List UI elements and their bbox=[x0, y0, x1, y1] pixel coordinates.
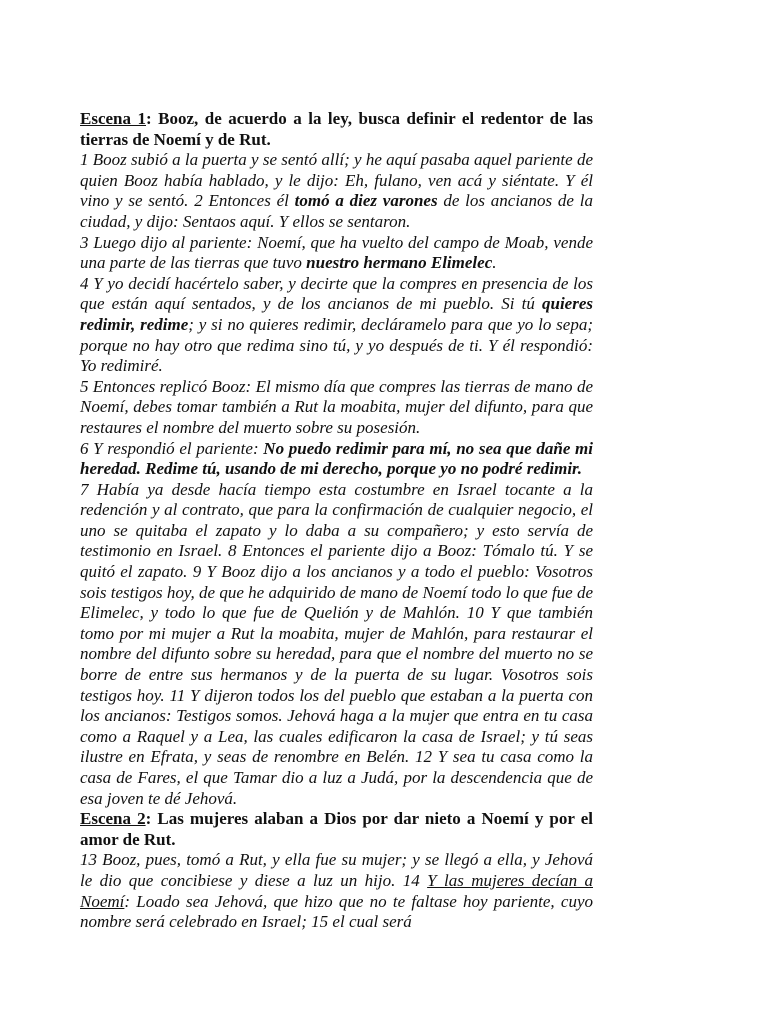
verse-paragraph bbox=[80, 150, 593, 232]
scene-1-title: : Booz, de acuerdo a la ley, busca definir el redentor de las tierras de Noemí y de Rut. bbox=[80, 109, 593, 149]
verse-paragraph bbox=[80, 480, 593, 810]
verse-emphasis: nuestro hermano Elimelec bbox=[306, 253, 493, 273]
verse-text: 7 Había ya desde hacía tiempo esta costumbre en Israel tocante a la redención y al contrato, que para la confirmación de cualquier negocio, el uno se quitaba el zapato y lo daba a su compañero; y esto servía de testimonio en Israel. 8 Entonces el pariente dijo a Booz: Tómalo tú. Y se quitó el zapato. 9 Y Booz dijo a los ancianos y a todo el pueblo: Vosotros sois testigos hoy, de que he adquirido de mano de Noemí todo lo que fue de Elimelec, y todo lo que fue de Quelión y de Mahlón. 10 Y que también tomo por mi mujer a Rut la moabita, mujer de Mahlón, para restaurar el nombre del difunto sobre su heredad, para que el nombre del muerto no se borre de entre sus hermanos y de la puerta de su lugar. Vosotros sois testigos hoy. 11 Y dijeron todos los del pueblo que estaban a la puerta con los ancianos: Testigos somos. Jehová haga a la mujer que entra en tu casa como a Raquel y a Lea, las cuales edificaron la casa de Israel; y tú seas ilustre en Efrata, y seas de renombre en Belén. 12 Y sea tu casa como la casa de Fares, el que Tamar dio a luz a Judá, por la descendencia que de esa joven te dé Jehová. bbox=[80, 479, 593, 808]
verse-paragraph bbox=[80, 850, 593, 932]
scene-2-label: Escena 2 bbox=[80, 809, 146, 829]
verse-text: de los ancianos de la ciudad, y dijo: Sentaos aquí. Y ellos se sentaron. bbox=[80, 191, 593, 231]
verse-text: 1 Booz subió a la puerta y se sentó allí; y he aquí pasaba aquel pariente de quien Booz había hablado, y le dijo: Eh, fulano, ven acá y siéntate. Y él vino y se sentó. 2 Entonces él bbox=[80, 150, 593, 211]
scene-2-heading bbox=[80, 809, 593, 850]
scene-1-heading bbox=[80, 109, 593, 150]
verse-emphasis: No puedo redimir para mí, no sea que dañe mi heredad. Redime tú, usando de mi derecho, porque yo no podré redimir. bbox=[80, 438, 593, 479]
verse-underlined: Y las mujeres decían a Noemí bbox=[80, 870, 593, 911]
scene-1-verses bbox=[80, 150, 593, 809]
scene-2-verses bbox=[80, 850, 593, 932]
verse-paragraph bbox=[80, 233, 593, 274]
verse-text: 13 Booz, pues, tomó a Rut, y ella fue su mujer; y se llegó a ella, y Jehová le dio que concibiese y diese a luz un hijo. 14 bbox=[80, 850, 593, 890]
verse-paragraph bbox=[80, 274, 593, 377]
scene-1-label: Escena 1 bbox=[80, 109, 146, 128]
verse-emphasis: quieres redimir, redime bbox=[80, 294, 593, 334]
verse-paragraph bbox=[80, 377, 593, 439]
document-page bbox=[80, 109, 593, 933]
verse-text: ; y si no quieres redimir, decláramelo para que yo lo sepa; porque no hay otro que redima sino tú, y yo después de ti. Y él respondió: Yo redimiré. bbox=[80, 314, 593, 376]
scene-2-title: : Las mujeres alaban a Dios por dar nieto a Noemí y por el amor de Rut. bbox=[80, 809, 593, 849]
verse-paragraph bbox=[80, 439, 593, 480]
verse-text: 4 Y yo decidí hacértelo saber, y decirte que la compres en presencia de los que están aquí sentados, y de los ancianos de mi pueblo. Si tú bbox=[80, 273, 593, 314]
verse-text: : Loado sea Jehová, que hizo que no te faltase hoy pariente, cuyo nombre será celebrado en Israel; 15 el cual será bbox=[80, 891, 593, 932]
verse-text: 6 Y respondió el pariente: bbox=[80, 438, 264, 458]
verse-text: . bbox=[492, 253, 497, 273]
verse-text: 5 Entonces replicó Booz: El mismo día que compres las tierras de mano de Noemí, debes tomar también a Rut la moabita, mujer del difunto, para que restaures el nombre del muerto sobre su posesión. bbox=[80, 376, 593, 437]
verse-text: 3 Luego dijo al pariente: Noemí, que ha vuelto del campo de Moab, vende una parte de las tierras que tuvo bbox=[80, 232, 593, 273]
verse-emphasis: tomó a diez varones bbox=[294, 191, 438, 211]
